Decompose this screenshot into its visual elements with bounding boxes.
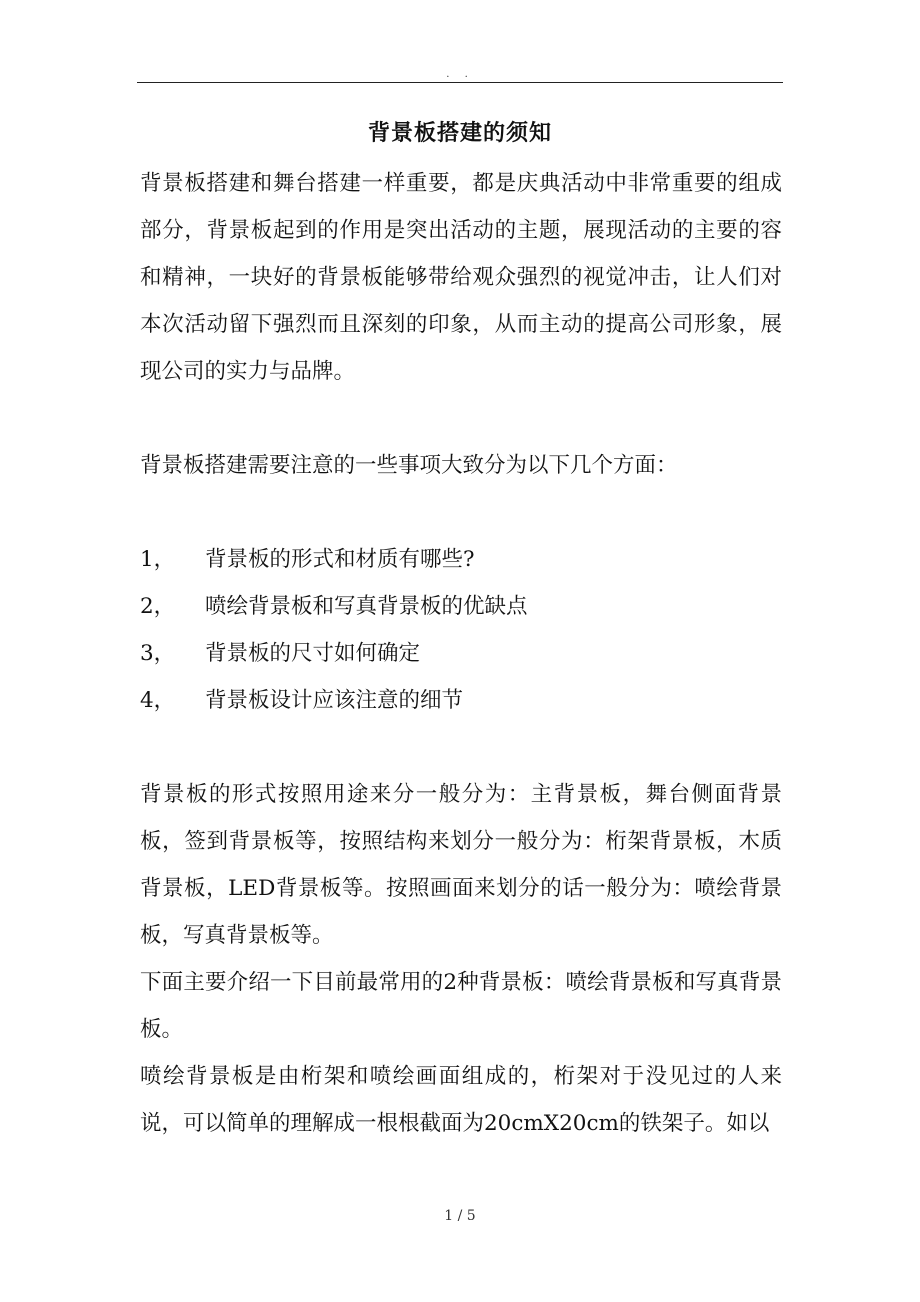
list-item-number: 3，: [140, 641, 176, 666]
numbered-list: [140, 536, 782, 724]
list-item: [140, 630, 782, 677]
header-dots: . .: [446, 69, 474, 80]
list-item-number: 4，: [140, 688, 176, 713]
list-item-text: 背景板的尺寸如何确定: [205, 641, 421, 666]
list-item-text: 背景板的形式和材质有哪些?: [205, 547, 475, 572]
document-body: [140, 160, 782, 1147]
list-item-text: 背景板设计应该注意的细节: [205, 688, 464, 713]
document-title: 背景板搭建的须知: [367, 120, 552, 146]
list-item: [140, 536, 782, 583]
spray-paragraph: 喷绘背景板是由桁架和喷绘画面组成的，桁架对于没见过的人来说，可以简单的理解成一根根截面为20cmX20cm的铁架子。如以: [140, 1064, 782, 1136]
intro-paragraph: 背景板搭建和舞台搭建一样重要，都是庆典活动中非常重要的组成部分，背景板起到的作用是突出活动的主题，展现活动的主要的容和精神，一块好的背景板能够带给观众强烈的视觉冲击，让人们对本次活动留下强烈而且深刻的印象，从而主动的提高公司形象，展现公司的实力与品牌。: [140, 171, 782, 384]
header-rule: [137, 82, 783, 83]
list-item: [140, 583, 782, 630]
list-item-number: 1，: [140, 547, 176, 572]
list-item: [140, 677, 782, 724]
forms-paragraph: 背景板的形式按照用途来分一般分为：主背景板，舞台侧面背景板，签到背景板等，按照结构来划分一般分为：桁架背景板，木质背景板，LED背景板等。按照画面来划分的话一般分为：喷绘背景板，写真背景板等。: [140, 782, 782, 948]
spacer: [140, 489, 782, 536]
spacer: [140, 724, 782, 771]
page-indicator: 1 / 5: [444, 1208, 476, 1224]
spacer: [140, 395, 782, 442]
list-item-text: 喷绘背景板和写真背景板的优缺点: [205, 594, 528, 619]
lead-paragraph: 背景板搭建需要注意的一些事项大致分为以下几个方面：: [140, 453, 678, 478]
main-types-paragraph: 下面主要介绍一下目前最常用的2种背景板：喷绘背景板和写真背景板。: [140, 970, 782, 1042]
list-item-number: 2，: [140, 594, 176, 619]
